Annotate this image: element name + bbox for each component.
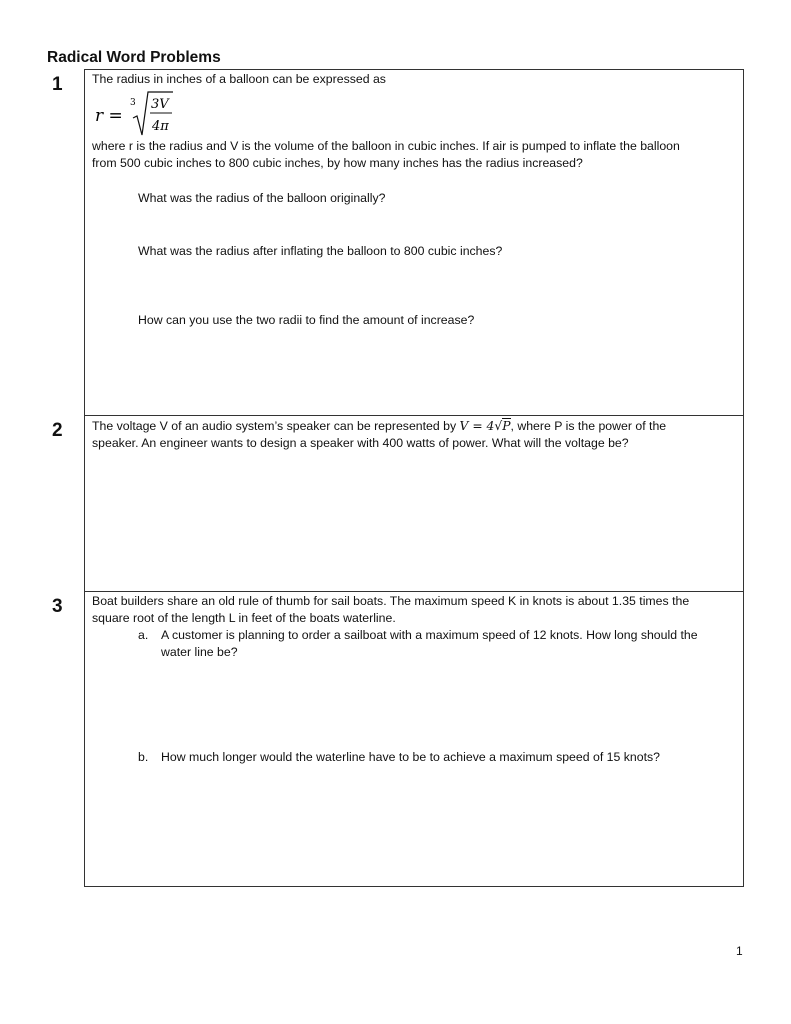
part-b-line: How much longer would the waterline have to be to achieve a maximum speed of 15 knots? — [161, 750, 660, 764]
part-b-label: b. — [138, 750, 149, 764]
problem-box-3 — [84, 591, 744, 887]
formula-denominator: 4π — [152, 119, 169, 134]
problem-1-question-3: How can you use the two radii to find the amount of increase? — [138, 313, 475, 327]
problem-2-text-post: , where P is the power of the — [510, 419, 667, 433]
problem-2-text-line-2: speaker. An engineer wants to design a speaker with 400 watts of power. What will the voltage be? — [92, 436, 629, 450]
problem-box-2 — [84, 415, 744, 592]
voltage-formula-lhs: V = 4 — [459, 419, 495, 433]
problem-box-1 — [84, 69, 744, 416]
voltage-formula — [460, 418, 511, 433]
problem-1-text-line-1: where r is the radius and V is the volume of the balloon in cubic inches. If air is pumped to inflate the balloon — [92, 139, 680, 153]
formula-numerator: 3V — [151, 97, 169, 112]
problem-3-text-line-1: Boat builders share an old rule of thumb for sail boats. The maximum speed K in knots is about 1.35 times the — [92, 594, 690, 608]
problem-1-question-1: What was the radius of the balloon originally? — [138, 191, 386, 205]
problem-3-text-line-2: square root of the length L in feet of the boats waterline. — [92, 611, 396, 625]
formula-root-index: 3 — [130, 98, 136, 108]
problem-number-1: 1 — [52, 74, 63, 95]
formula-lhs: r = — [95, 106, 123, 126]
problem-number-2: 2 — [52, 420, 63, 441]
problem-2-text-line-1 — [92, 418, 666, 435]
problem-number-3: 3 — [52, 596, 63, 617]
radius-formula — [93, 90, 203, 140]
problem-1-intro: The radius in inches of a balloon can be expressed as — [92, 72, 386, 86]
voltage-formula-radicand: P — [502, 419, 511, 433]
problem-2-text-pre: The voltage V of an audio system’s speaker can be represented by — [92, 419, 457, 433]
page-title: Radical Word Problems — [47, 49, 221, 66]
part-a-line-1: A customer is planning to order a sailboat with a maximum speed of 12 knots. How long should the — [161, 628, 698, 642]
problem-1-question-2: What was the radius after inflating the balloon to 800 cubic inches? — [138, 244, 503, 258]
problem-1-text-line-2: from 500 cubic inches to 800 cubic inches, by how many inches has the radius increased? — [92, 156, 583, 170]
page-number: 1 — [736, 944, 743, 958]
square-root-sign: √ — [494, 419, 503, 433]
part-a-label: a. — [138, 628, 149, 642]
part-a-line-2: water line be? — [161, 645, 238, 659]
